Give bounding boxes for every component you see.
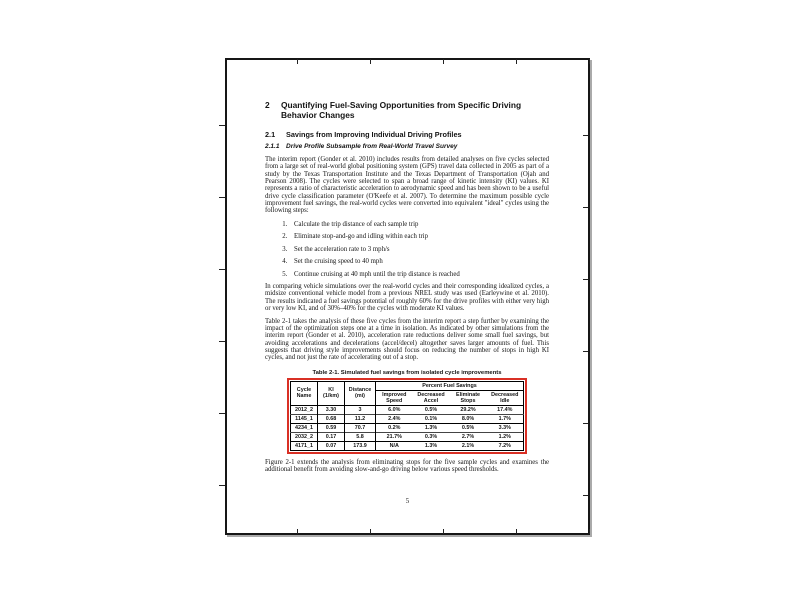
page-content bbox=[265, 100, 549, 473]
table-annotation-box bbox=[287, 378, 527, 454]
ruler-tick bbox=[583, 495, 588, 496]
ruler-tick bbox=[583, 207, 588, 208]
cell-eliminate-stops: 2.1% bbox=[461, 442, 475, 449]
cell-decreased-accel: 0.1% bbox=[424, 415, 438, 422]
list-item: 5. Continue cruising at 40 mph until the trip distance is reached bbox=[289, 271, 549, 278]
cell-distance: 11.2 bbox=[345, 414, 376, 423]
ruler-tick bbox=[583, 279, 588, 280]
cell-eliminate-stops: 0.5% bbox=[461, 424, 475, 431]
cell-distance: 3 bbox=[345, 405, 376, 414]
ruler-tick bbox=[589, 529, 590, 534]
ruler-tick bbox=[219, 269, 225, 270]
ruler-tick bbox=[589, 59, 590, 64]
ruler-tick bbox=[583, 351, 588, 352]
cell-decreased-idle: 7.2% bbox=[498, 442, 511, 449]
cell-decreased-idle: 1.7% bbox=[498, 415, 511, 422]
cell-distance: 70.7 bbox=[345, 423, 376, 432]
table-row bbox=[291, 414, 524, 423]
ruler-tick bbox=[370, 529, 371, 534]
cell-cycle: 2032_2 bbox=[291, 432, 318, 441]
paragraph-table-discussion: Table 2-1 takes the analysis of these five cycles from the interim report a step further by examining the impact of the optimization steps one at a time in isolation. As indicated by other simulations from the interim report (Gonder et al. 2010), acceleration rate reductions deliver some small fuel savings, but avoiding accelerations and decelerations (accel/decel) altogether saves larger amounts of fuel. This suggests that driving style improvements should focus on reducing the number of stops in high KI cycles, and not just the rate of accelerating out of a stop. bbox=[265, 317, 549, 362]
ruler-tick bbox=[219, 125, 225, 126]
cell-improved-speed: N/A bbox=[389, 442, 399, 449]
cell-distance: 173.9 bbox=[345, 441, 376, 450]
cell-decreased-accel: 1.3% bbox=[424, 442, 438, 449]
cell-cycle: 4234_1 bbox=[291, 423, 318, 432]
cell-ki: 0.59 bbox=[318, 423, 345, 432]
cell-improved-speed: 2.4% bbox=[388, 415, 401, 422]
cell-ki: 0.07 bbox=[318, 441, 345, 450]
cell-decreased-idle: 1.2% bbox=[498, 433, 511, 440]
ruler-tick bbox=[583, 135, 588, 136]
subsection-number: 2.1 bbox=[265, 129, 276, 139]
col-header-group: Percent Fuel Savings bbox=[376, 381, 524, 390]
col-header-distance: Distance (mi) bbox=[345, 381, 376, 405]
ruler-tick bbox=[297, 59, 298, 64]
cell-cycle: 4171_1 bbox=[291, 441, 318, 450]
section-heading bbox=[265, 100, 549, 121]
cell-decreased-accel: 0.3% bbox=[424, 433, 438, 440]
subsubsection-number: 2.1.1 bbox=[265, 143, 280, 151]
table-row bbox=[291, 441, 524, 450]
cell-eliminate-stops: 29.2% bbox=[460, 406, 476, 413]
ruler-tick bbox=[297, 529, 298, 534]
cell-improved-speed: 21.7% bbox=[386, 433, 402, 440]
cell-improved-speed: 0.2% bbox=[388, 424, 401, 431]
ruler-tick bbox=[516, 59, 517, 64]
ruler-tick bbox=[219, 413, 225, 414]
ruler-tick bbox=[443, 529, 444, 534]
ruler-tick bbox=[219, 341, 225, 342]
cell-ki: 0.17 bbox=[318, 432, 345, 441]
cell-cycle: 1145_1 bbox=[291, 414, 318, 423]
page-number: 5 bbox=[405, 498, 410, 505]
list-item: 1. Calculate the trip distance of each sample trip bbox=[289, 221, 549, 228]
list-item: 2. Eliminate stop-and-go and idling within each trip bbox=[289, 233, 549, 240]
ruler-tick bbox=[583, 423, 588, 424]
table-row bbox=[291, 423, 524, 432]
ruler-tick bbox=[219, 485, 225, 486]
table-row bbox=[291, 432, 524, 441]
paragraph-simulation-results: In comparing vehicle simulations over the real-world cycles and their corresponding idealized cycles, a midsize conventional vehicle model from a previous NREL study was used (Earleywine et al. 2010). The results indicated a fuel savings potential of roughly 60% for the drive profiles with either very high or very low KI, and of 30%–40% for the cycles with moderate KI values. bbox=[265, 283, 549, 313]
cell-distance: 5.8 bbox=[345, 432, 376, 441]
cell-decreased-idle: 3.3% bbox=[498, 424, 511, 431]
table-row bbox=[291, 405, 524, 414]
paragraph-figure-reference: Figure 2-1 extends the analysis from eliminating stops for the five sample cycles and examines the additional benefit from avoiding slow-and-go driving below various speed thresholds. bbox=[265, 458, 549, 473]
ideal-cycle-steps-list bbox=[289, 221, 549, 279]
col-header-eliminate-stops: Eliminate Stops bbox=[456, 391, 480, 404]
cell-decreased-accel: 0.5% bbox=[424, 406, 438, 413]
cell-improved-speed: 6.0% bbox=[388, 406, 401, 413]
cell-cycle: 2012_2 bbox=[291, 405, 318, 414]
fuel-savings-table bbox=[290, 381, 524, 451]
report-page bbox=[225, 58, 590, 535]
subsection-title: Savings from Improving Individual Driving Profiles bbox=[286, 129, 462, 139]
cell-decreased-accel: 1.3% bbox=[424, 424, 438, 431]
section-number: 2 bbox=[265, 100, 270, 110]
subsubsection-heading bbox=[265, 143, 549, 151]
cell-eliminate-stops: 8.0% bbox=[461, 415, 475, 422]
col-header-decreased-accel: Decreased Accel bbox=[417, 391, 445, 404]
section-title: Quantifying Fuel-Saving Opportunities from Specific Driving Behavior Changes bbox=[281, 100, 522, 121]
cell-eliminate-stops: 2.7% bbox=[461, 433, 475, 440]
cell-ki: 0.68 bbox=[318, 414, 345, 423]
ruler-tick bbox=[370, 59, 371, 64]
cell-ki: 3.30 bbox=[318, 405, 345, 414]
list-item: 3. Set the acceleration rate to 3 mph/s bbox=[289, 246, 549, 253]
list-item: 4. Set the cruising speed to 40 mph bbox=[289, 258, 549, 265]
col-header-improved-speed: Improved Speed bbox=[382, 391, 407, 404]
table-caption: Table 2-1. Simulated fuel savings from isolated cycle improvements bbox=[312, 369, 502, 376]
table-header-row bbox=[291, 381, 524, 390]
col-header-cycle: Cycle Name bbox=[291, 381, 318, 405]
ruler-tick bbox=[443, 59, 444, 64]
paragraph-intro: The interim report (Gonder et al. 2010) includes results from detailed analyses on five cycles selected from a large set of real-world global positioning system (GPS) travel data collected in 2005 as part of a study by the Texas Transportation Institute and the Texas Department of Transportation (Ojah and Pearson 2008). The cycles were selected to span a broad range of kinetic intensity (KI) values. KI represents a ratio of characteristic acceleration to aerodynamic speed and has been shown to be a useful drive cycle classification parameter (O'Keefe et al. 2007). To determine the maximum possible cycle improvement fuel savings, the real-world cycles were converted into equivalent "ideal" cycles using the following steps: bbox=[265, 155, 549, 215]
ruler-tick bbox=[219, 197, 225, 198]
col-header-decreased-idle: Decreased Idle bbox=[491, 391, 519, 404]
col-header-ki: KI (1/km) bbox=[318, 381, 345, 405]
subsubsection-title: Drive Profile Subsample from Real-World Travel Survey bbox=[286, 143, 458, 151]
subsection-heading bbox=[265, 131, 549, 139]
ruler-tick bbox=[516, 529, 517, 534]
cell-decreased-idle: 17.4% bbox=[497, 406, 513, 413]
